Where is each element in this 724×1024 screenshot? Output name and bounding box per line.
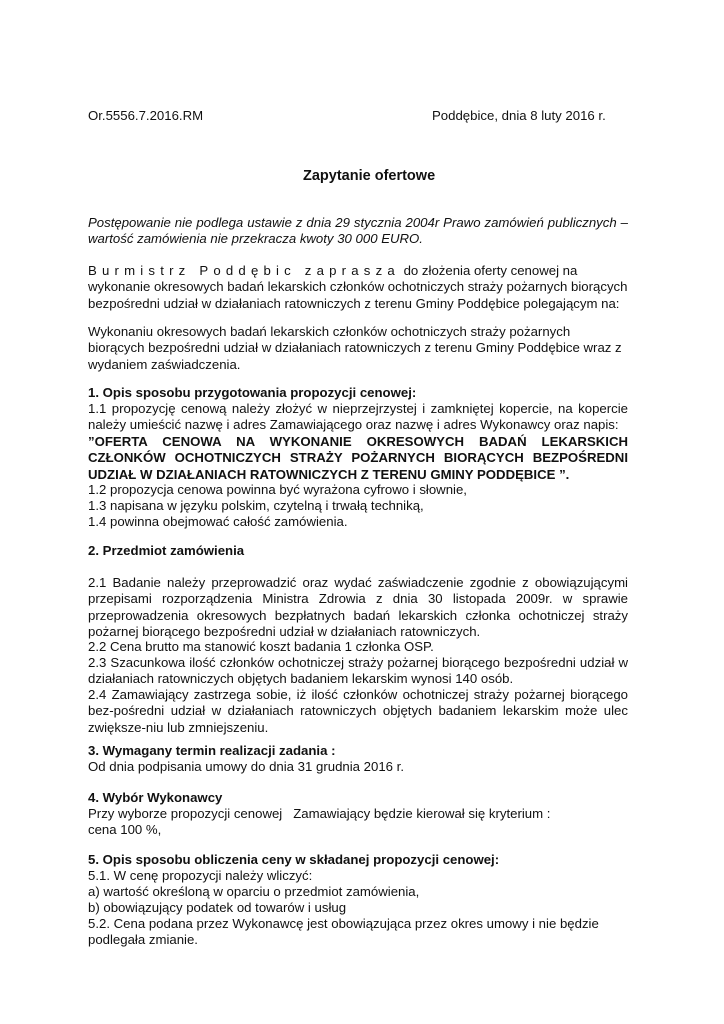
reference-number: Or.5556.7.2016.RM [88,108,204,123]
section-4-heading: 4. Wybór Wykonawcy [88,790,223,805]
section-5-1-a: a) wartość określoną w oparciu o przedmiot zamówienia, [88,884,420,899]
section-2-3: 2.3 Szacunkowa ilość członków ochotniczej straży pożarnej biorącego bezpośredni udział w działaniach ratowniczych objętych badaniem lekarskim wynosi 140 osób. [88,655,628,687]
section-1-2: 1.2 propozycja cenowa powinna być wyrażona cyfrowo i słownie, [88,482,467,497]
invitation-paragraph [88,263,628,312]
page-title: Zapytanie ofertowe [303,168,436,184]
section-5-2: 5.2. Cena podana przez Wykonawcę jest obowiązująca przez okres umowy i nie będzie podlegała zmianie. [88,916,599,948]
legal-notice: Postępowanie nie podlega ustawie z dnia 29 stycznia 2004r Prawo zamówień publicznych – wartość zamówienia nie przekracza kwoty 30 000 EURO. [88,215,628,247]
section-5-1: 5.1. W cenę propozycji należy wliczyć: [88,868,313,883]
section-3-text: Od dnia podpisania umowy do dnia 31 grudnia 2016 r. [88,759,404,774]
section-2-2: 2.2 Cena brutto ma stanowić koszt badania 1 członka OSP. [88,639,434,654]
invitation-spaced-text: Burmistrz Poddębic zaprasza [88,263,400,278]
section-1-3: 1.3 napisana w języku polskim, czytelną i trwałą techniką, [88,498,424,513]
invitation-text: do złożenia oferty cenowej na wykonanie okresowych badań lekarskich członków ochotniczych straży pożarnych biorących bezpośredni udział w działaniach ratowniczych z terenu Gminy Poddębice polegającym na: [88,263,628,311]
section-5-heading: 5. Opis sposobu obliczenia ceny w składanej propozycji cenowej: [88,852,500,867]
envelope-label-text: ”OFERTA CENOWA NA WYKONANIE OKRESOWYCH BADAŃ LEKARSKICH CZŁONKÓW OCHOTNICZYCH STRAŻY POŻARNYCH BIORĄCYCH BEZPOŚREDNI UDZIAŁ W DZIAŁANIACH RATOWNICZYCH Z TERENU GMINY PODDĘBICE ”. [88,434,628,482]
section-5-1-b: b) obowiązujący podatek od towarów i usług [88,900,347,915]
section-2-heading: 2. Przedmiot zamówienia [88,543,245,558]
section-2-1: 2.1 Badanie należy przeprowadzić oraz wydać zaświadczenie zgodnie z obowiązującymi przepisami rozporządzenia Ministra Zdrowia z dnia 30 listopada 2009r. w sprawie przeprowadzenia okresowych bezpłatnych badań lekarskich członka ochotniczej straży pożarnej biorącego bezpośredni udział w działaniach ratowniczych. [88,575,628,640]
section-2-4: 2.4 Zamawiający zastrzega sobie, iż ilość członków ochotniczej straży pożarnej biorącego bez-pośredni udział w działaniach ratowniczych objętych badaniem lekarskim może ulec zwiększe-niu lub zmniejszeniu. [88,687,628,735]
section-3-heading: 3. Wymagany termin realizacji zadania : [88,743,336,758]
section-1-1: 1.1 propozycję cenową należy złożyć w nieprzejrzystej i zamkniętej kopercie, na kopercie należy umieścić nazwę i adres Zamawiającego oraz nazwę i adres Wykonawcy oraz napis: [88,401,628,433]
scope-intro: Wykonaniu okresowych badań lekarskich członków ochotniczych straży pożarnych biorących bezpośredni udział w działaniach ratowniczych z terenu Gminy Poddębice wraz z wydaniem zaświadczenia. [88,324,622,372]
place-and-date: Poddębice, dnia 8 luty 2016 r. [432,108,606,123]
section-1-4: 1.4 powinna obejmować całość zamówienia. [88,514,348,529]
section-4-price-weight: cena 100 %, [88,822,162,837]
section-1-heading: 1. Opis sposobu przygotowania propozycji cenowej: [88,385,417,400]
section-4-criterion: Przy wyborze propozycji cenowej Zamawiający będzie kierował się kryterium : [88,806,551,821]
